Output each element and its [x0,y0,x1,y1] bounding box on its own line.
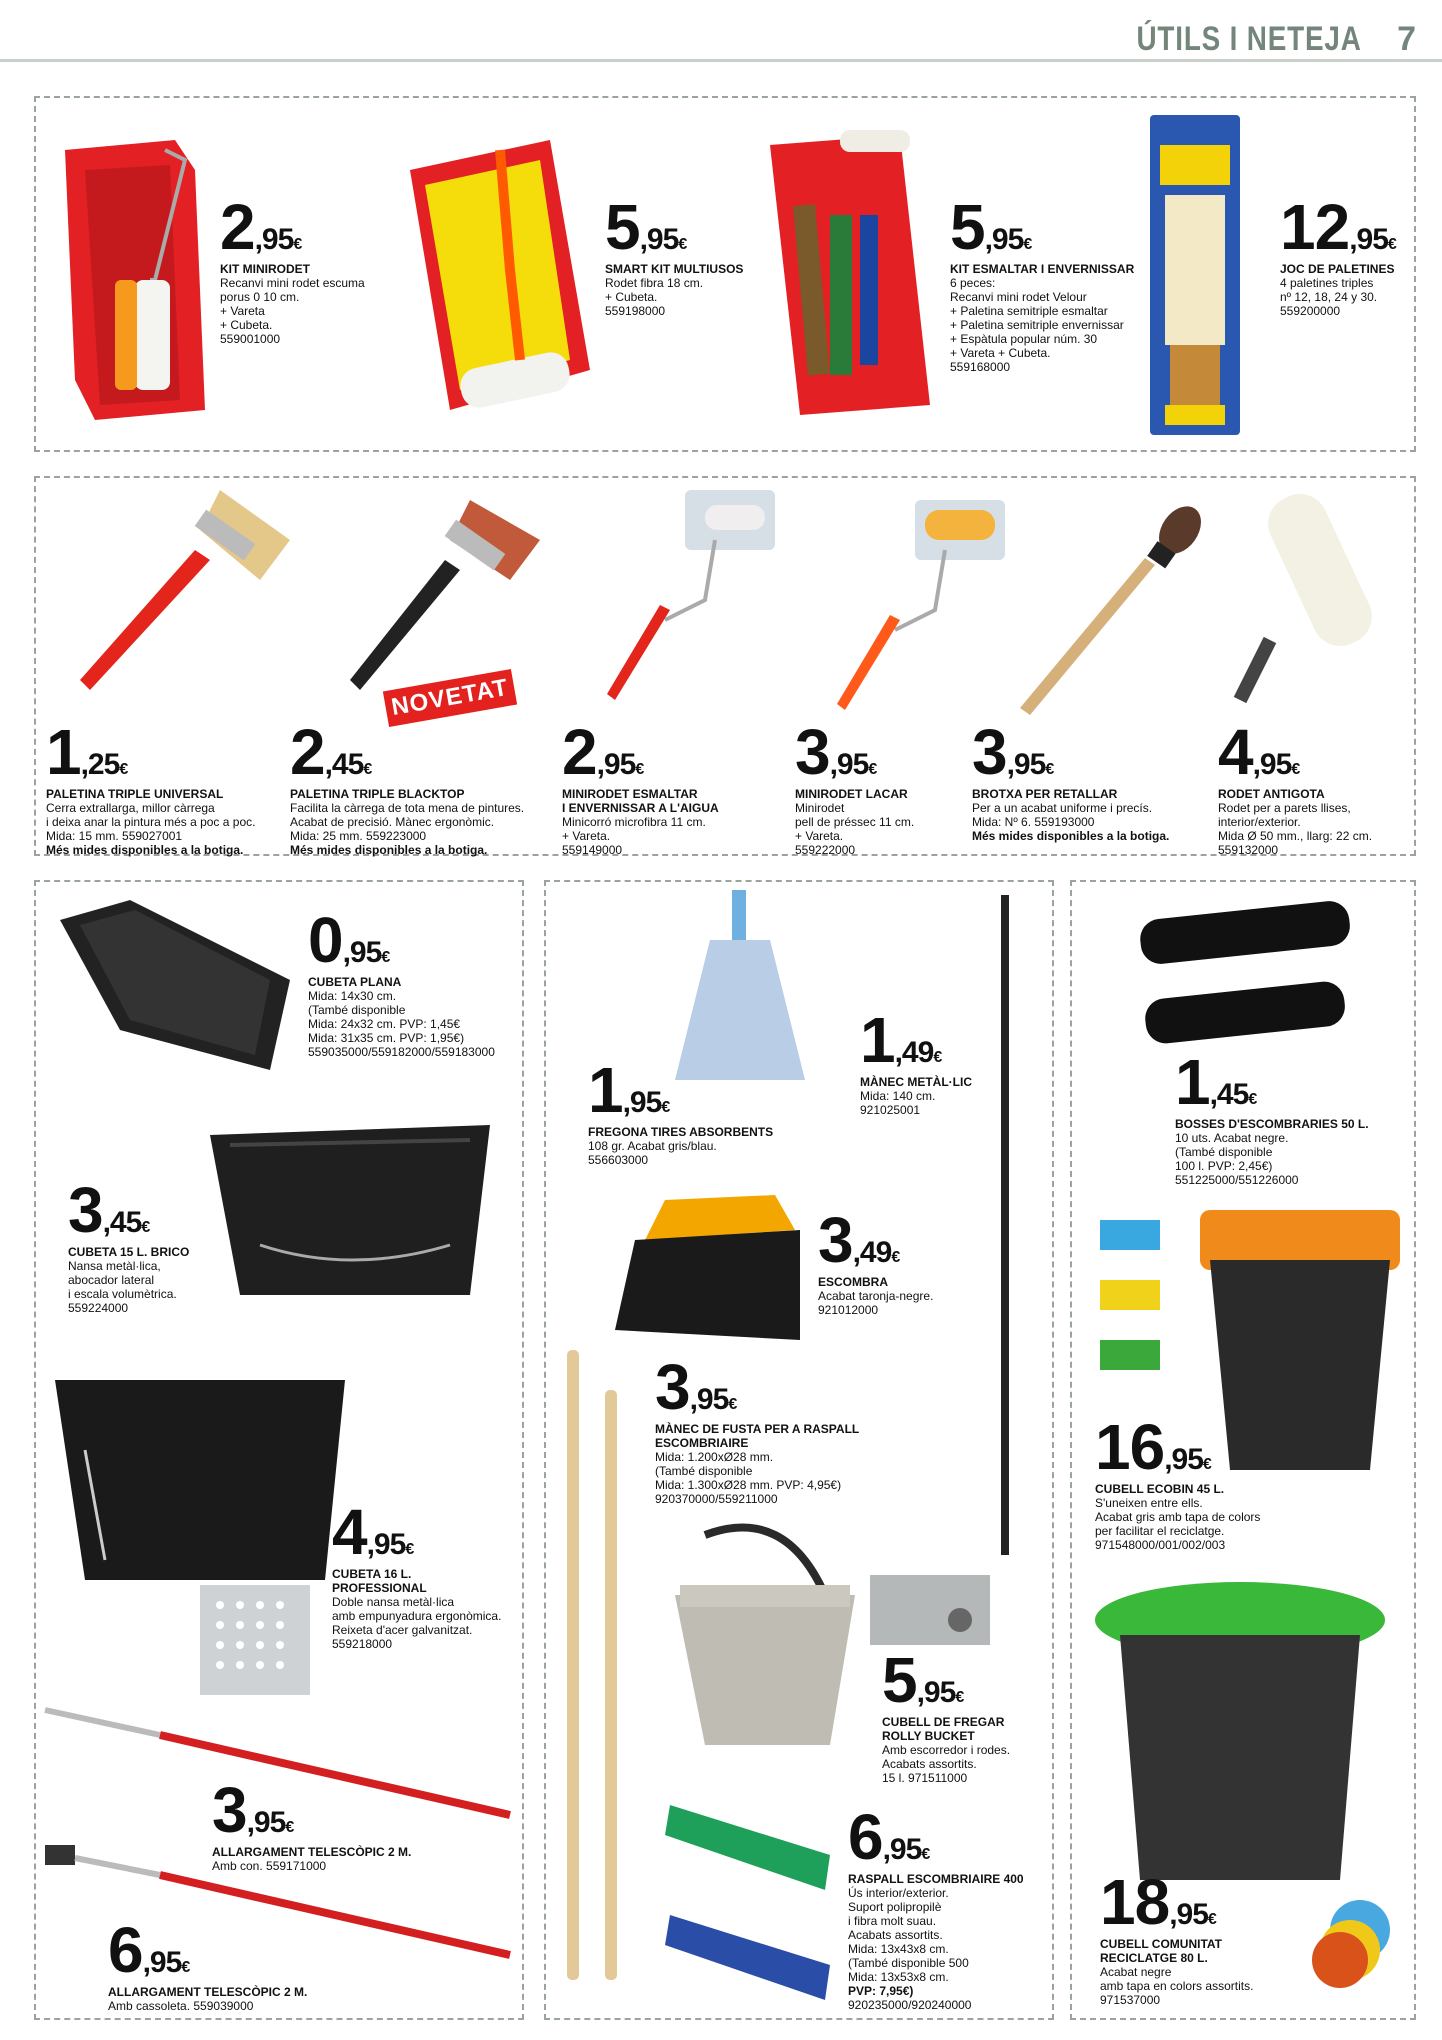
product-allargament-con: 3,95€ ALLARGAMENT TELESCÒPIC 2 M. Amb con. 559171000 [212,1774,412,1873]
product-allargament-cassoleta: 6,95€ ALLARGAMENT TELESCÒPIC 2 M. Amb cassoleta. 559039000 [108,1914,308,2013]
product-cubeta-plana: 0,95€ CUBETA PLANA Mida: 14x30 cm. (També disponible Mida: 24x32 cm. PVP: 1,45€ Mida: 31x35 cm. PVP: 1,95€) 559035000/559182000/559183000 [308,904,495,1059]
product-cubeta-15: 3,45€ CUBETA 15 L. BRICO Nansa metàl·lica, abocador lateral i escala volumètrica. 559224000 [68,1174,190,1315]
price: 3,49€ [818,1204,900,1276]
novetat-badge: NOVETAT [383,669,517,727]
price: 5,95€ [950,191,1032,263]
price: 2,45€ [290,716,372,788]
cubeta-15-image [200,1105,500,1305]
price: 2,95€ [220,191,302,263]
price: 1,95€ [588,1054,670,1126]
product-fregona: 1,95€ FREGONA TIRES ABSORBENTS 108 gr. Acabat gris/blau. 556603000 [588,1054,774,1167]
price: 12,95€ [1280,191,1396,263]
product-smart-kit: 5,95€ SMART KIT MULTIUSOS Rodet fibra 18 cm. + Cubeta. 559198000 [605,191,744,318]
product-name: ALLARGAMENT TELESCÒPIC 2 M. [212,1845,412,1859]
joc-paletines-image [1140,105,1250,445]
escombra-image [605,1180,805,1350]
kit-minirodet-image [55,130,215,430]
product-rodet-antigota: 4,95€ RODET ANTIGOTA Rodet per a parets llises, interior/exterior. Mida Ø 50 mm., llarg: 22 cm. 559132000 [1218,716,1373,857]
product-name: SMART KIT MULTIUSOS [605,262,744,276]
product-ecobin: 16,95€ CUBELL ECOBIN 45 L. S'uneixen entre ells. Acabat gris amb tapa de colors per facilitar el reciclatge. 971548000/001/002/003 [1095,1411,1261,1552]
product-brotxa-retallar: 3,95€ BROTXA PER RETALLAR Per a un acabat uniforme i precís. Mida: Nº 6. 559193000 Més mides disponibles a la botiga. [972,716,1170,843]
rodes-image [870,1575,990,1645]
cubell-fregar-image [665,1515,865,1755]
price: 4,95€ [1218,716,1300,788]
product-name: PALETINA TRIPLE UNIVERSAL [46,787,224,801]
product-name: PALETINA TRIPLE BLACKTOP [290,787,465,801]
product-joc-paletines: 12,95€ JOC DE PALETINES 4 paletines triples nº 12, 18, 24 y 30. 559200000 [1280,191,1396,318]
product-name: CUBETA 15 L. BRICO [68,1245,190,1259]
section-title: ÚTILS I NETEJA [1136,20,1362,58]
page-number: 7 [1397,20,1416,58]
price: 16,95€ [1095,1411,1211,1483]
product-cubell-comunitat: 18,95€ CUBELL COMUNITAT RECICLATGE 80 L. Acabat negre amb tapa en colors assortits. 971537000 [1100,1866,1254,2007]
cubeta-16-image [45,1360,345,1600]
product-name: MINIRODET LACAR [795,787,908,801]
rodet-antigota-image [1200,480,1400,720]
minirodet-lacar-image [815,490,1015,730]
product-kit-esmaltar: 5,95€ KIT ESMALTAR I ENVERNISSAR 6 peces: Recanvi mini rodet Velour + Paletina semitriple esmaltar + Paletina semitriple envernissar + Espàtula popular núm. 30 + Vareta + Cubeta. 559168000 [950,191,1135,374]
price: 3,45€ [68,1174,150,1246]
product-name: CUBETA 16 L. PROFESSIONAL [332,1567,427,1595]
product-name: MINIRODET ESMALTAR I ENVERNISSAR A L'AIGUA [562,787,719,815]
product-minirodet-esmaltar: 2,95€ MINIRODET ESMALTAR I ENVERNISSAR A L'AIGUA Minicorró microfibra 11 cm. + Vareta. 559149000 [562,716,719,857]
product-name: FREGONA TIRES ABSORBENTS [588,1125,774,1139]
price: 1,49€ [860,1004,942,1076]
kit-esmaltar-image [760,125,940,425]
minirodet-esmaltar-image [595,480,795,720]
product-name: KIT ESMALTAR I ENVERNISSAR [950,262,1135,276]
price: 1,25€ [46,716,128,788]
product-name: ALLARGAMENT TELESCÒPIC 2 M. [108,1985,308,1999]
brotxa-retallar-image [1010,500,1210,730]
smart-kit-image [400,130,600,420]
product-bosses: 1,45€ BOSSES D'ESCOMBRARIES 50 L. 10 uts. Acabat negre. (També disponible 100 l. PVP: 2,45€) 551225000/551226000 [1175,1046,1369,1187]
product-name: KIT MINIRODET [220,262,310,276]
cubell-comunitat-image [1090,1580,1390,1890]
price: 3,95€ [212,1774,294,1846]
product-kit-minirodet: 2,95€ KIT MINIRODET Recanvi mini rodet escuma porus 0 10 cm. + Vareta + Cubeta. 559001000 [220,191,365,346]
product-name: ESCOMBRA [818,1275,889,1289]
price: 3,95€ [795,716,877,788]
product-name: MÀNEC DE FUSTA PER A RASPALL ESCOMBRIAIRE [655,1422,860,1450]
product-name: CUBELL ECOBIN 45 L. [1095,1482,1225,1496]
price: 4,95€ [332,1496,414,1568]
manec-fusta-image [565,1350,625,1980]
page-header [0,0,1442,62]
manec-metallic-image [995,895,1015,1555]
tapes-colors-image [1290,1900,1410,1990]
price: 0,95€ [308,904,390,976]
product-name: BROTXA PER RETALLAR [972,787,1118,801]
product-raspall: 6,95€ RASPALL ESCOMBRIAIRE 400 Ús interior/exterior. Suport polipropilè i fibra molt suau. Acabats assortits. Mida: 13x43x8 cm. (També disponible 500 Mida: 13x53x8 cm. PVP: 7,95€) 920235000/920240000 [848,1801,1024,2012]
price: 5,95€ [882,1644,964,1716]
product-name: JOC DE PALETINES [1280,262,1395,276]
product-name: RASPALL ESCOMBRIAIRE 400 [848,1872,1024,1886]
price: 3,95€ [972,716,1054,788]
paletina-universal-image [70,480,300,710]
product-manec-metallic: 1,49€ MÀNEC METÀL·LIC Mida: 140 cm. 921025001 [860,1004,972,1117]
cubeta-plana-image [50,890,300,1080]
product-name: RODET ANTIGOTA [1218,787,1325,801]
product-cubell-fregar: 5,95€ CUBELL DE FREGAR ROLLY BUCKET Amb escorredor i rodes. Acabats assortits. 15 l. 971511000 [882,1644,1011,1785]
price: 6,95€ [108,1914,190,1986]
bosses-image [1135,890,1355,1050]
product-name: CUBELL COMUNITAT RECICLATGE 80 L. [1100,1937,1222,1965]
product-name: MÀNEC METÀL·LIC [860,1075,972,1089]
product-name: CUBETA PLANA [308,975,402,989]
product-cubeta-16: 4,95€ CUBETA 16 L. PROFESSIONAL Doble nansa metàl·lica amb empunyadura ergonòmica. Reixeta d'acer galvanitzat. 559218000 [332,1496,502,1651]
product-escombra: 3,49€ ESCOMBRA Acabat taronja-negre. 921012000 [818,1204,934,1317]
product-name: BOSSES D'ESCOMBRARIES 50 L. [1175,1117,1369,1131]
price: 18,95€ [1100,1866,1216,1938]
product-minirodet-lacar: 3,95€ MINIRODET LACAR Minirodet pell de préssec 11 cm. + Vareta. 559222000 [795,716,915,857]
product-name: CUBELL DE FREGAR ROLLY BUCKET [882,1715,1005,1743]
product-paletina-blacktop: 2,45€ PALETINA TRIPLE BLACKTOP Facilita la càrrega de tota mena de pintures. Acabat de precisió. Mànec ergonòmic. Mida: 25 mm. 559223000 Més mides disponibles a la botiga. [290,716,525,857]
price: 6,95€ [848,1801,930,1873]
paletina-blacktop-image [340,490,550,710]
price: 1,45€ [1175,1046,1257,1118]
price: 5,95€ [605,191,687,263]
product-paletina-universal: 1,25€ PALETINA TRIPLE UNIVERSAL Cerra extrallarga, millor càrrega i deixa anar la pintura més a poc a poc. Mida: 15 mm. 559027001 Més mides disponibles a la botiga. [46,716,256,857]
product-manec-fusta: 3,95€ MÀNEC DE FUSTA PER A RASPALL ESCOMBRIAIRE Mida: 1.200xØ28 mm. (També disponible Mida: 1.300xØ28 mm. PVP: 4,95€) 920370000/559211000 [655,1351,860,1506]
reixeta-image [195,1580,315,1700]
price: 3,95€ [655,1351,737,1423]
price: 2,95€ [562,716,644,788]
raspall-image [650,1795,850,2005]
